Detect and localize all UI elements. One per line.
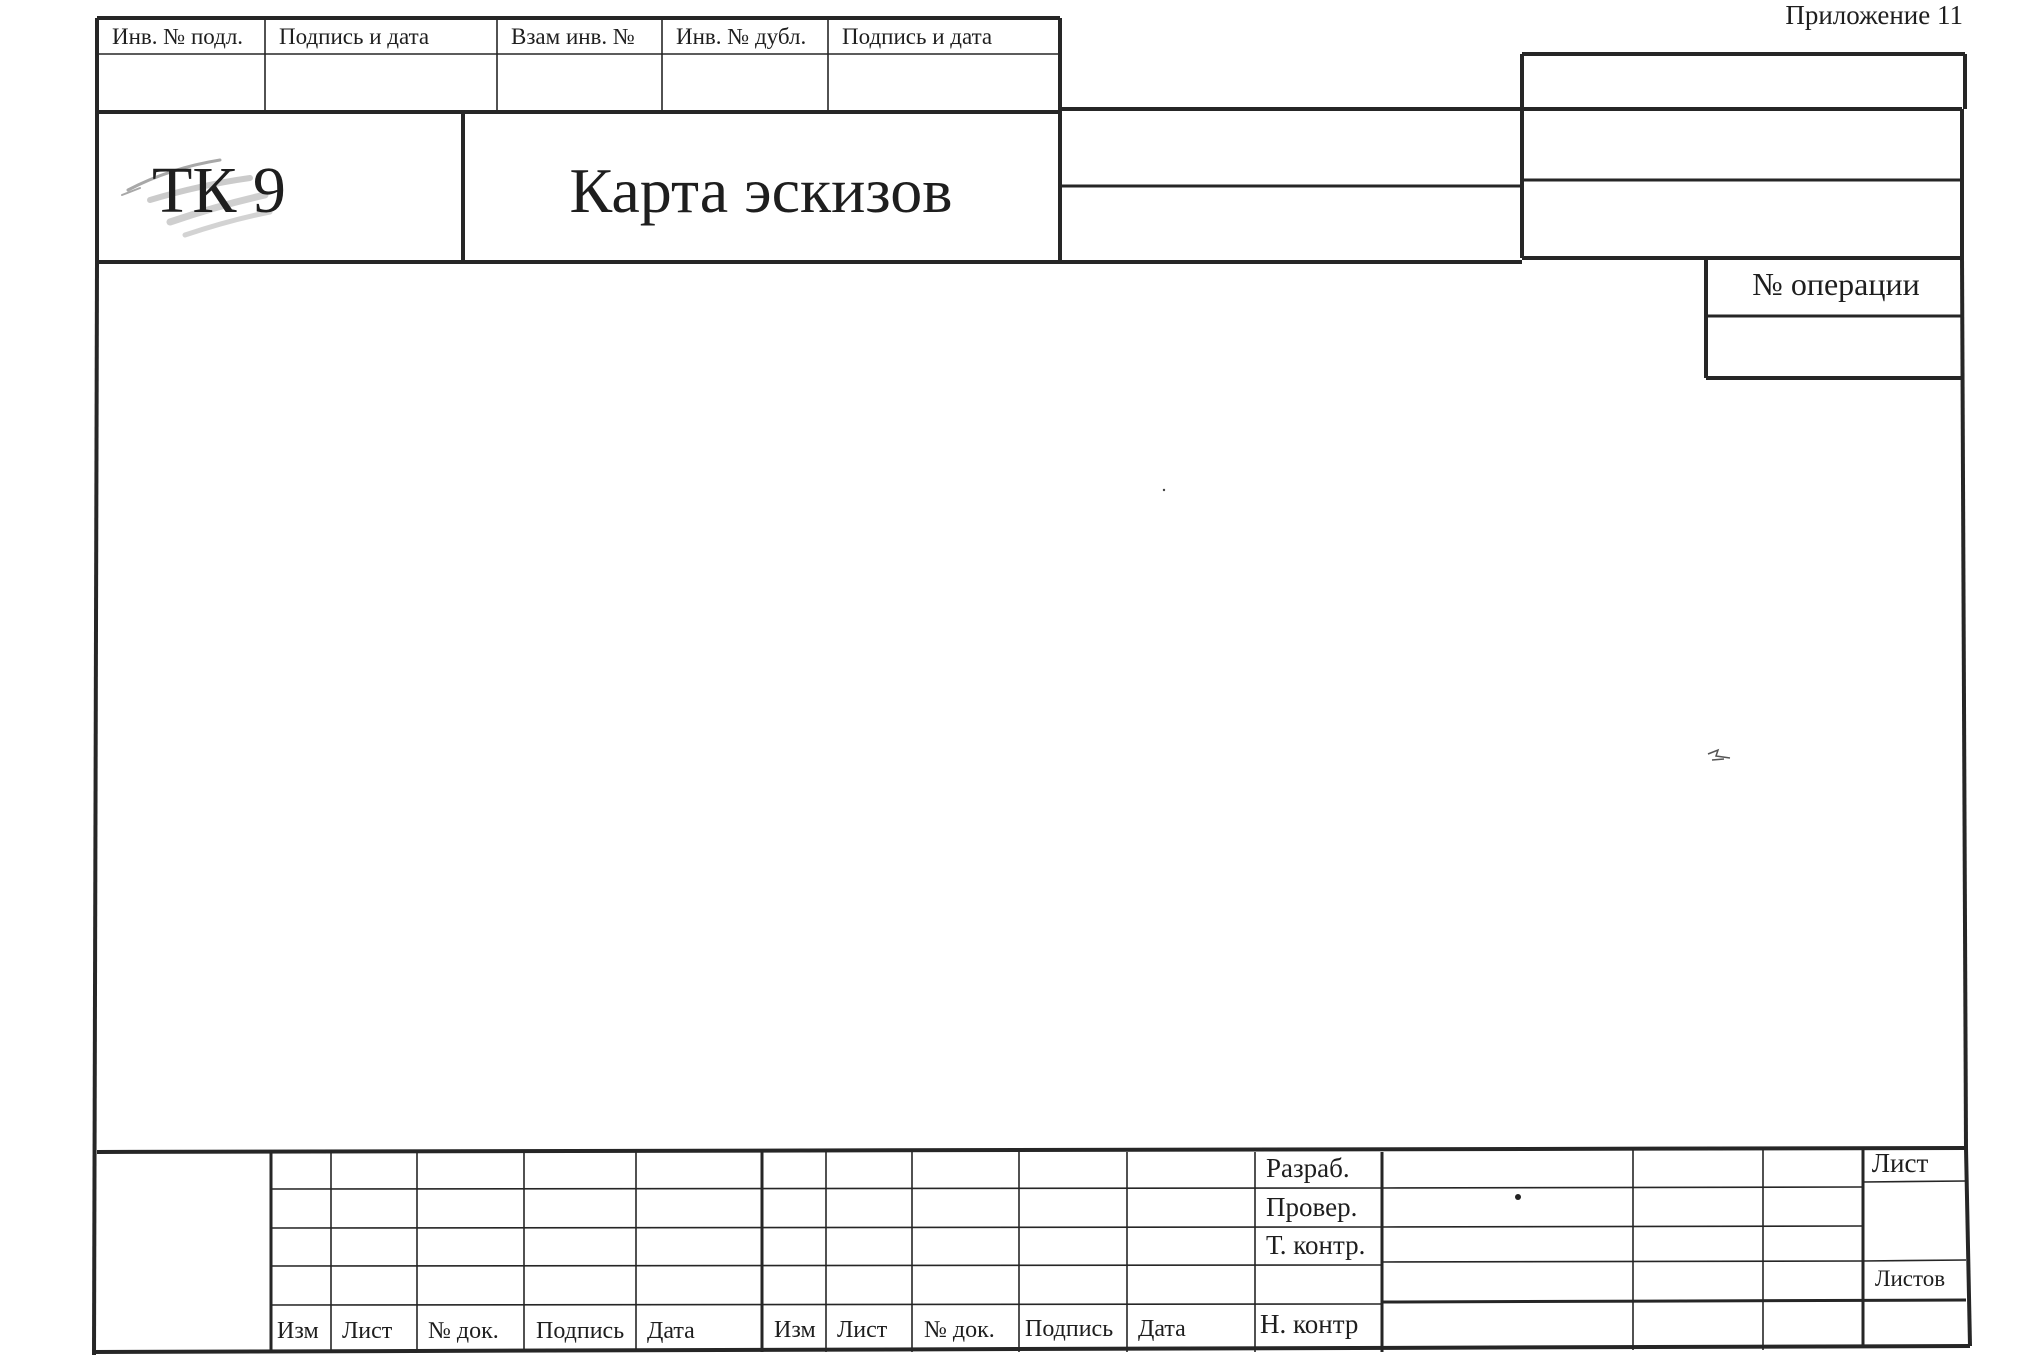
- right-header-date: Дата: [1138, 1316, 1186, 1342]
- sheets-label: Листов: [1874, 1266, 1946, 1291]
- change-record-grid: [271, 1181, 1966, 1305]
- left-header-doc-no: № док.: [428, 1318, 499, 1344]
- left-header-sheet: Лист: [342, 1318, 393, 1344]
- right-header-change: Изм: [774, 1317, 816, 1343]
- stray-pencil-marks: [1708, 750, 1730, 760]
- right-header-sheet: Лист: [837, 1317, 888, 1343]
- left-header-signature: Подпись: [536, 1318, 625, 1344]
- stamp-header-inv-duplicate: Инв. № дубл.: [676, 24, 807, 49]
- right-header-doc-no: № док.: [924, 1317, 995, 1343]
- header-band: [97, 54, 1965, 262]
- appendix-label: Приложение 11: [1785, 0, 1963, 30]
- ink-dot: [1515, 1194, 1521, 1200]
- card-code: ТК 9: [152, 154, 286, 227]
- operation-number-label: № операции: [1752, 266, 1920, 302]
- role-developer: Разраб.: [1266, 1153, 1350, 1183]
- main-frame: [94, 258, 1966, 1355]
- stamp-header-replacement-inv: Взам инв. №: [511, 24, 635, 49]
- left-header-change: Изм: [277, 1318, 319, 1344]
- role-tech-control: Т. контр.: [1266, 1230, 1366, 1260]
- stamp-header-inv-original: Инв. № подл.: [112, 24, 244, 49]
- sheet-label: Лист: [1871, 1148, 1929, 1178]
- role-checker: Провер.: [1266, 1192, 1358, 1222]
- role-norm-control: Н. контр: [1260, 1309, 1359, 1339]
- stamp-header-signature-date: Подпись и дата: [279, 24, 430, 49]
- left-header-date: Дата: [647, 1318, 695, 1344]
- right-header-signature: Подпись: [1025, 1316, 1114, 1342]
- stamp-header-signature-date-2: Подпись и дата: [842, 24, 993, 49]
- stray-dot: [1163, 489, 1165, 491]
- card-title: Карта эскизов: [569, 155, 953, 226]
